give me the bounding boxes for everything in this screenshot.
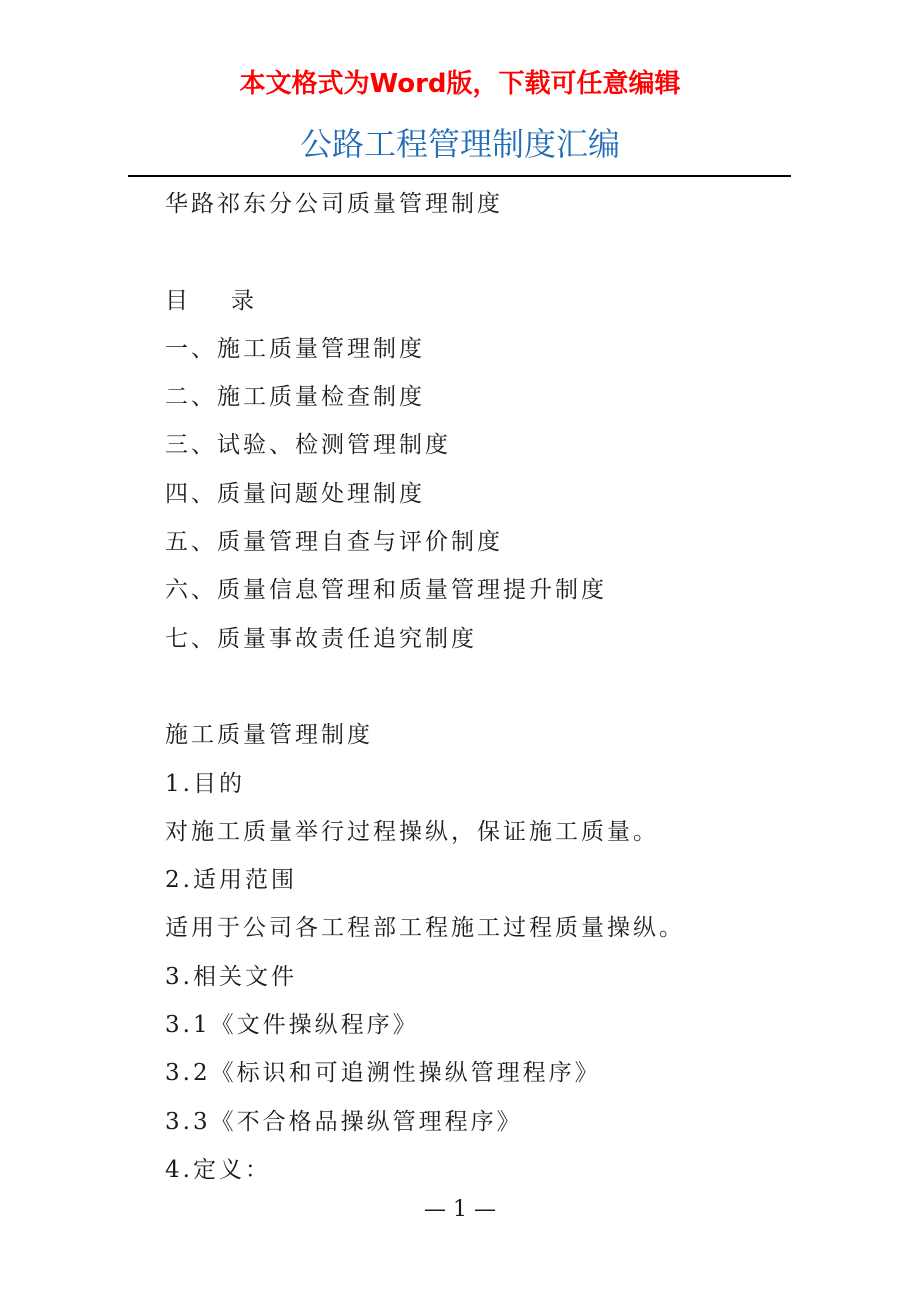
paragraph: 对施工质量举行过程操纵，保证施工质量。 (165, 818, 659, 845)
blank-line (165, 228, 795, 276)
toc-item: 六、质量信息管理和质量管理提升制度 (165, 577, 607, 604)
toc-heading-right: 录 (231, 287, 257, 314)
toc-item: 五、质量管理自查与评价制度 (165, 529, 503, 556)
paragraph: 3.2《标识和可追溯性操纵管理程序》 (165, 1060, 601, 1087)
toc-item: 一、施工质量管理制度 (165, 335, 425, 362)
company-subtitle: 华路祁东分公司质量管理制度 (165, 191, 503, 217)
section-title: 施工质量管理制度 (165, 722, 373, 749)
toc-heading (165, 277, 795, 325)
toc-item: 三、试验、检测管理制度 (165, 432, 451, 459)
header-divider (128, 175, 791, 177)
paragraph: 3.3《不合格品操纵管理程序》 (165, 1108, 523, 1135)
toc-item: 四、质量问题处理制度 (165, 480, 425, 507)
paragraph: 3.1《文件操纵程序》 (165, 1012, 419, 1039)
paragraph: 2.适用范围 (165, 867, 297, 894)
toc-item: 七、质量事故责任追究制度 (165, 625, 477, 652)
paragraph: 4.定义： (165, 1156, 271, 1183)
document-body (165, 180, 795, 1194)
blank-line (165, 663, 795, 711)
paragraph: 3.相关文件 (165, 963, 297, 990)
paragraph: 1.目的 (165, 770, 245, 797)
page-number: — 1 — (424, 1197, 496, 1222)
document-title: 公路工程管理制度汇编 (299, 125, 620, 163)
paragraph: 适用于公司各工程部工程施工过程质量操纵。 (165, 915, 685, 942)
toc-item: 二、施工质量检查制度 (165, 384, 425, 411)
toc-heading-left: 目 (165, 287, 191, 314)
format-notice: 本文格式为Word版，下载可任意编辑 (239, 69, 681, 99)
